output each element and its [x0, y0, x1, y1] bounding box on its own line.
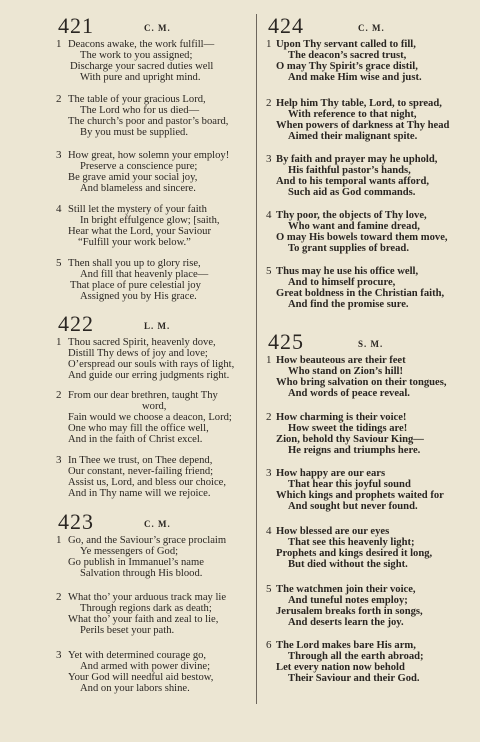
verse-line: And on your labors shine. — [80, 683, 190, 694]
verse-line: Who bring salvation on their tongues, — [276, 377, 447, 388]
verse-line: Go publish in Immanuel’s name — [68, 557, 204, 568]
verse-number: 1 — [56, 534, 62, 546]
verse-line: And blameless and sincere. — [80, 183, 196, 194]
verse-line: And sought but never found. — [288, 501, 418, 512]
verse-line: Distill Thy dews of joy and love; — [68, 348, 208, 359]
verse-line: Our constant, never-failing friend; — [68, 466, 214, 477]
verse-line: By faith and prayer may he uphold, — [276, 154, 438, 165]
verse-line: Which kings and prophets waited for — [276, 490, 444, 501]
verse-line: Preserve a conscience pure; — [80, 161, 198, 172]
verse-line: And guide our erring judgments right. — [68, 370, 230, 381]
verse-line: Aimed their malignant spite. — [288, 131, 418, 142]
verse-line: He reigns and triumphs here. — [288, 445, 421, 456]
verse-line: That see this heavenly light; — [288, 537, 415, 548]
verse-line: O’erspread our souls with rays of light, — [68, 359, 235, 370]
verse-line: To grant supplies of bread. — [288, 243, 409, 254]
verse-line: With pure and upright mind. — [80, 72, 201, 83]
verse-number: 2 — [56, 93, 62, 105]
hymn-424 — [262, 13, 480, 310]
verse-line: Thou sacred Spirit, heavenly dove, — [68, 337, 216, 348]
verse-line: Such aid as God commands. — [288, 187, 416, 198]
verse-line: Assist us, Lord, and bless our choice, — [68, 477, 227, 488]
verse-line: O may Thy Spirit’s grace distil, — [276, 61, 418, 72]
hymn-421 — [52, 13, 252, 302]
verse-line: Let every nation now behold — [276, 662, 405, 673]
verse-number: 2 — [266, 97, 272, 109]
verse-number: 4 — [56, 203, 62, 215]
verse-number: 5 — [266, 265, 272, 277]
verse-line: Great boldness in the Christian faith, — [276, 288, 445, 299]
verse-line: By you must be supplied. — [80, 127, 188, 138]
verse-line: The Lord makes bare His arm, — [276, 640, 416, 651]
verse-line: Go, and the Saviour’s grace proclaim — [68, 535, 227, 546]
verse-line: How great, how solemn your employ! — [68, 150, 230, 161]
verse-line: And words of peace reveal. — [288, 388, 410, 399]
verse-number: 1 — [266, 354, 272, 366]
verse-line: In Thee we trust, on Thee depend, — [68, 455, 213, 466]
verse-line: Who stand on Zion’s hill! — [288, 366, 403, 377]
verse-line: word, — [142, 401, 167, 412]
verse-line: And find the promise sure. — [288, 299, 409, 310]
verse-line: That hear this joyful sound — [288, 479, 411, 490]
verse-line: The table of your gracious Lord, — [68, 94, 206, 105]
verse-line: The church’s poor and pastor’s board, — [68, 116, 229, 127]
hymn-number: 424 — [268, 13, 304, 38]
verse-line: And in the faith of Christ excel. — [68, 434, 203, 445]
verse-line: And fill that heavenly place— — [80, 269, 209, 280]
hymn-meter: S. M. — [358, 339, 384, 349]
verse-line: Upon Thy servant called to fill, — [276, 39, 416, 50]
verse-number: 3 — [56, 649, 62, 661]
verse-line: But died without the sight. — [288, 559, 408, 570]
verse-line: O may His bowels toward them move, — [276, 232, 448, 243]
verse-line: Ye messengers of God; — [80, 546, 179, 557]
verse-line: And armed with power divine; — [80, 661, 211, 672]
verse-line: How sweet the tidings are! — [288, 423, 408, 434]
verse-line: Deacons awake, the work fulfill— — [68, 39, 215, 50]
verse-line: Be grave amid your social joy, — [68, 172, 198, 183]
verse-number: 1 — [266, 38, 272, 50]
hymn-meter: L. M. — [144, 321, 171, 331]
verse-line: The watchmen join their voice, — [276, 584, 416, 595]
hymn-header — [52, 14, 252, 38]
verse-line: When powers of darkness at Thy head — [276, 120, 450, 131]
verse-line: That place of pure celestial joy — [70, 280, 201, 291]
verse-line: What tho’ your faith and zeal to lie, — [68, 614, 219, 625]
verse-number: 2 — [266, 411, 272, 423]
hymn-meter: C. M. — [358, 23, 385, 33]
verse-line: Discharge your sacred duties well — [70, 61, 214, 72]
column-divider — [256, 14, 257, 704]
verse-line: And in Thy name will we rejoice. — [68, 488, 211, 499]
verse-line: Their Saviour and their God. — [288, 673, 420, 684]
verse-line: And make Him wise and just. — [288, 72, 422, 83]
verse-line: And tuneful notes employ; — [288, 595, 408, 606]
verse-line: And to himself procure, — [288, 277, 396, 288]
verse-line: Then shall you up to glory rise, — [68, 258, 201, 269]
verse-line: Still let the mystery of your faith — [68, 204, 207, 215]
verse-line: What tho’ your arduous track may lie — [68, 592, 227, 603]
verse-line: “Fulfill your work below.” — [78, 237, 191, 248]
verse-line: From our dear brethren, taught Thy — [68, 390, 218, 401]
hymn-header — [262, 14, 480, 38]
verse-line: Thus may he use his office well, — [276, 266, 419, 277]
verse-line: How happy are our ears — [276, 468, 386, 479]
verse-line: Through all the earth abroad; — [288, 651, 424, 662]
verse-line: The deacon’s sacred trust, — [288, 50, 407, 61]
verse-line: One who may fill the office well, — [68, 423, 209, 434]
verse-number: 1 — [56, 336, 62, 348]
verse-number: 3 — [56, 454, 62, 466]
verse-number: 3 — [266, 467, 272, 479]
verse-line: His faithful pastor’s hands, — [288, 165, 411, 176]
verse-line: The Lord who for us died— — [80, 105, 200, 116]
verse-line: Thy poor, the objects of Thy love, — [276, 210, 427, 221]
verse-line: Salvation through His blood. — [80, 568, 203, 579]
verse-line: Who want and famine dread, — [288, 221, 420, 232]
verse-line: Hear what the Lord, your Saviour — [68, 226, 211, 237]
verse-line: Your God will needful aid bestow, — [68, 672, 214, 683]
verse-number: 6 — [266, 639, 272, 651]
hymn-422 — [52, 311, 252, 499]
verse-line: Zion, behold thy Saviour King— — [276, 434, 424, 445]
hymn-meter: C. M. — [144, 519, 171, 529]
hymn-number: 422 — [58, 311, 94, 336]
hymn-number: 425 — [268, 329, 304, 354]
verse-line: Perils beset your path. — [80, 625, 175, 636]
verse-line: Help him Thy table, Lord, to spread, — [276, 98, 442, 109]
hymn-number: 421 — [58, 13, 94, 38]
verse-line: How blessed are our eyes — [276, 526, 390, 537]
verse-line: How charming is their voice! — [276, 412, 407, 423]
hymn-423 — [52, 509, 252, 694]
hymn-meter: C. M. — [144, 23, 171, 33]
verse-line: Assigned you by His grace. — [80, 291, 197, 302]
hymn-header — [262, 330, 480, 354]
verse-line: Prophets and kings desired it long, — [276, 548, 433, 559]
verse-number: 2 — [56, 591, 62, 603]
verse-line: With reference to that night, — [288, 109, 417, 120]
verse-line: Yet with determined courage go, — [68, 650, 207, 661]
hymn-425 — [262, 329, 480, 684]
verse-number: 3 — [56, 149, 62, 161]
verse-number: 3 — [266, 153, 272, 165]
verse-number: 5 — [266, 583, 272, 595]
verse-line: Fain would we choose a deacon, Lord; — [68, 412, 232, 423]
hymn-header — [52, 312, 252, 336]
verse-line: And to his temporal wants afford, — [276, 176, 430, 187]
verse-line: Jerusalem breaks forth in songs, — [276, 606, 423, 617]
hymn-number: 423 — [58, 509, 94, 534]
verse-number: 4 — [266, 525, 272, 537]
verse-number: 2 — [56, 389, 62, 401]
verse-number: 5 — [56, 257, 62, 269]
verse-line: In bright effulgence glow; [saith, — [80, 215, 220, 226]
verse-number: 4 — [266, 209, 272, 221]
verse-line: How beauteous are their feet — [276, 355, 406, 366]
verse-line: Through regions dark as death; — [80, 603, 212, 614]
verse-line: And deserts learn the joy. — [288, 617, 404, 628]
verse-line: The work to you assigned; — [80, 50, 193, 61]
verse-number: 1 — [56, 38, 62, 50]
hymn-header — [52, 510, 252, 534]
